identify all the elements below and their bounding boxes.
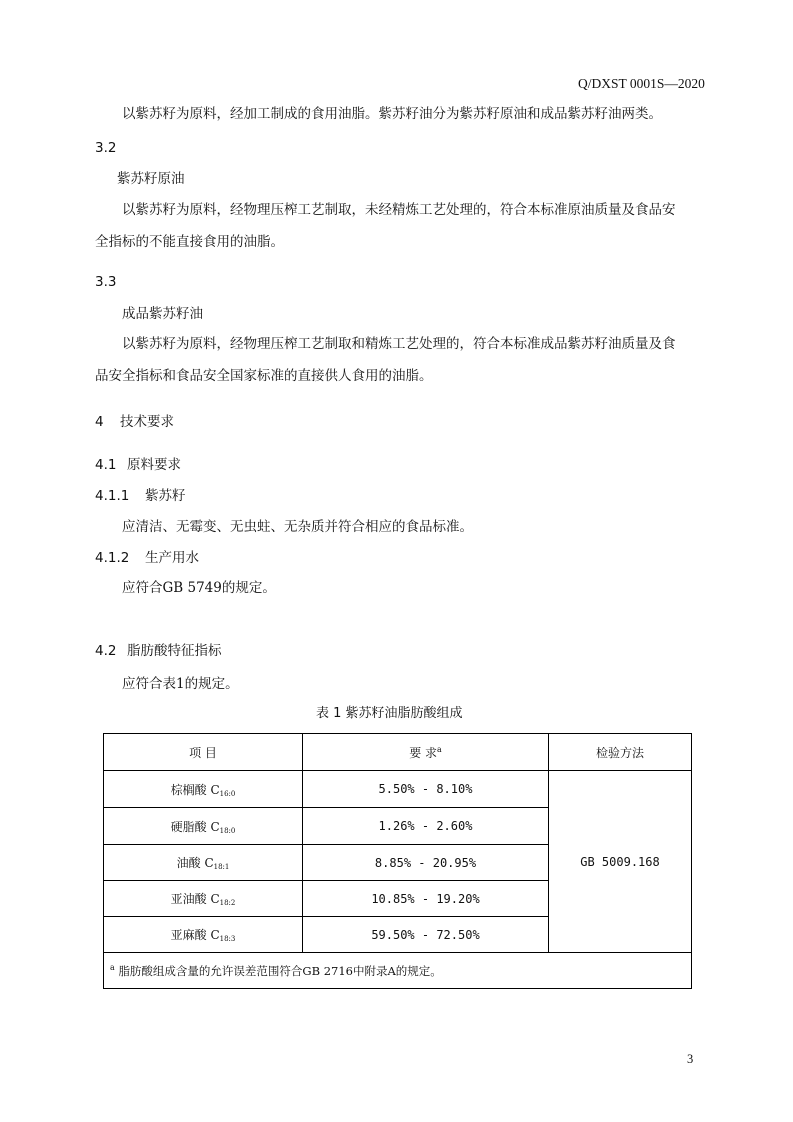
section-4-number: 4 [95, 414, 104, 430]
section-4-title: 技术要求 [120, 414, 174, 430]
section-4-1-2-number: 4.1.2 [95, 550, 130, 566]
section-3-3-number: 3.3 [95, 274, 117, 290]
row-name: 亚麻酸 $C_{18:3}$ [104, 917, 303, 953]
row-value: 5.50% - 8.10% [303, 771, 549, 808]
table-header-row [104, 734, 692, 771]
row-value: 8.85% - 20.95% [303, 845, 549, 881]
section-4-1-1-title: 紫苏籽 [145, 488, 186, 504]
requirement-footnote-mark: a [437, 744, 442, 754]
row-value: 59.50% - 72.50% [303, 917, 549, 953]
document-code: Q/DXST 0001S—2020 [578, 76, 705, 91]
row-value: 1.26% - 2.60% [303, 808, 549, 845]
fatty-acid-table [103, 733, 692, 989]
section-3-3-paragraph-line-1: 以紫苏籽为原料，经物理压榨工艺制取和精炼工艺处理的，符合本标准成品紫苏籽油质量及食 [122, 336, 676, 352]
section-3-2-paragraph-line-2: 全指标的不能直接食用的油脂。 [95, 234, 284, 250]
section-4-1-1-number: 4.1.1 [95, 488, 130, 504]
test-method-cell: GB 5009.168 [549, 771, 692, 953]
section-3-3-paragraph-line-2: 品安全指标和食品安全国家标准的直接供人食用的油脂。 [95, 368, 433, 384]
header-method: 检验方法 [549, 734, 692, 771]
table-row [104, 771, 692, 808]
page-number: 3 [687, 1052, 694, 1066]
section-3-2-title: 紫苏籽原油 [117, 171, 185, 187]
section-4-2-title: 脂肪酸特征指标 [127, 643, 222, 659]
row-name: 亚油酸 $C_{18:2}$ [104, 881, 303, 917]
table-footnote: $^a$ 脂肪酸组成含量的允许误差范围符合GB 2716中附录A的规定。 [104, 953, 692, 989]
row-name: 棕榈酸 $C_{16:0}$ [104, 771, 303, 808]
section-4-1-title: 原料要求 [127, 457, 181, 473]
table-caption: 表 1 紫苏籽油脂肪酸组成 [316, 706, 463, 721]
row-name: 油酸 $C_{18:1}$ [104, 845, 303, 881]
section-4-1-number: 4.1 [95, 457, 117, 473]
section-4-1-2-paragraph: 应符合GB 5749的规定。 [122, 580, 276, 596]
section-3-2-paragraph-line-1: 以紫苏籽为原料，经物理压榨工艺制取，未经精炼工艺处理的，符合本标准原油质量及食品安 [122, 202, 676, 218]
section-4-1-1-paragraph: 应清洁、无霉变、无虫蛀、无杂质并符合相应的食品标准。 [122, 519, 473, 535]
section-4-2-paragraph: 应符合表1的规定。 [122, 676, 239, 692]
section-3-3-title: 成品紫苏籽油 [122, 306, 203, 322]
table-footnote-row [104, 953, 692, 989]
row-value: 10.85% - 19.20% [303, 881, 549, 917]
section-4-1-2-title: 生产用水 [145, 550, 199, 566]
row-name: 硬脂酸 $C_{18:0}$ [104, 808, 303, 845]
header-requirement: 要 求$^a$ [303, 734, 549, 771]
header-item: 项 目 [104, 734, 303, 771]
section-3-1-paragraph: 以紫苏籽为原料，经加工制成的食用油脂。紫苏籽油分为紫苏籽原油和成品紫苏籽油两类。 [122, 106, 662, 122]
section-4-2-number: 4.2 [95, 643, 117, 659]
section-3-2-number: 3.2 [95, 140, 117, 156]
